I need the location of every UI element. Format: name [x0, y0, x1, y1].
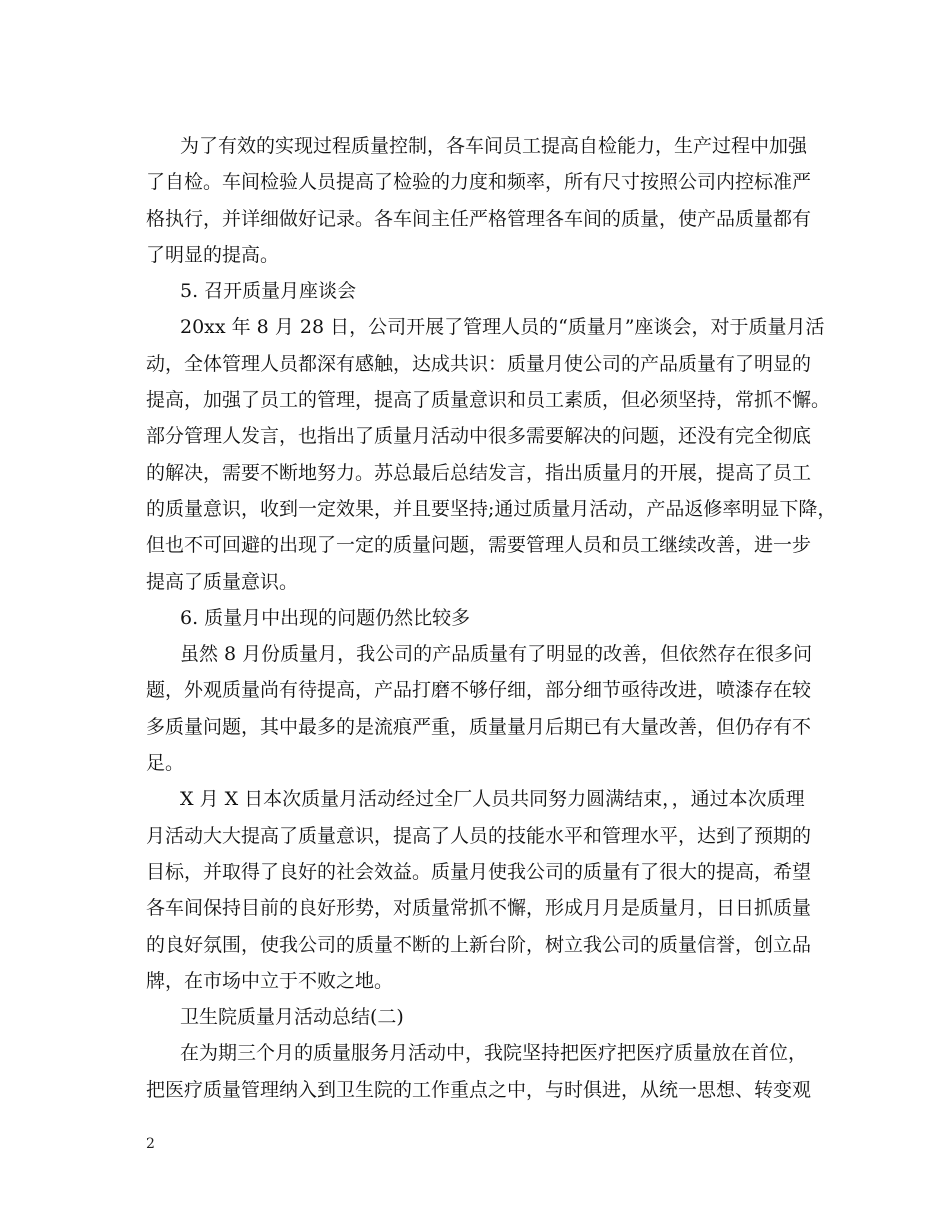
text-line: 把医疗质量管理纳入到卫生院的工作重点之中，与时俱进，从统一思想、转变观: [146, 1078, 812, 1101]
heading-line: 卫生院质量月活动总结(二): [180, 1006, 404, 1029]
text-line: 各车间保持目前的良好形势，对质量常抓不懈，形成月月是质量月，日日抓质量: [146, 897, 812, 920]
text-line: 目标，并取得了良好的社会效益。质量月使我公司的质量有了很大的提高，希望: [146, 860, 812, 883]
text-line: 但也不可回避的出现了一定的质量问题，需要管理人员和员工继续改善，进一步: [146, 534, 812, 557]
text-line: 20xx 年 8 月 28 日，公司开展了管理人员的“质量月”座谈会，对于质量月活: [180, 316, 825, 339]
text-line: 提高，加强了员工的管理，提高了质量意识和员工素质，但必须坚持，常抓不懈。: [146, 389, 831, 412]
text-line: 的质量意识，收到一定效果，并且要坚持;通过质量月活动，产品返修率明显下降，: [146, 497, 837, 520]
text-line: 了明显的提高。: [146, 243, 280, 266]
text-line: X 月 X 日本次质量月活动经过全厂人员共同努力圆满结束，，通过本次质理: [180, 788, 805, 811]
section-title-part-2: [146, 999, 816, 1035]
page-number: 2: [146, 1136, 155, 1152]
text-line: 虽然 8 月份质量月，我公司的产品质量有了明显的改善，但依然存在很多问: [180, 643, 813, 666]
text-line: 部分管理人发言，也指出了质量月活动中很多需要解决的问题，还没有完全彻底: [146, 425, 812, 448]
paragraph-hospital-intro: [146, 1035, 816, 1108]
text-line: 在为期三个月的质量服务月活动中，我院坚持把医疗把医疗质量放在首位，: [180, 1042, 808, 1065]
paragraph-problems: [146, 636, 816, 781]
text-line: 为了有效的实现过程质量控制，各车间员工提高自检能力，生产过程中加强: [180, 135, 808, 157]
text-line: 的解决，需要不断地努力。苏总最后总结发言，指出质量月的开展，提高了员工: [146, 461, 812, 484]
text-line: 了自检。车间检验人员提高了检验的力度和频率，所有尺寸按照公司内控标准严: [146, 171, 812, 194]
text-line: 月活动大大提高了质量意识，提高了人员的技能水平和管理水平，达到了预期的: [146, 824, 812, 847]
text-line: 题，外观质量尚有待提高，产品打磨不够仔细，部分细节亟待改进，喷漆存在较: [146, 679, 812, 702]
paragraph-conclusion: [146, 781, 816, 999]
text-line: 多质量问题，其中最多的是流痕严重，质量量月后期已有大量改善，但仍存有不: [146, 715, 812, 738]
section-heading-6: [146, 600, 816, 636]
text-line: 的良好氛围，使我公司的质量不断的上新台阶，树立我公司的质量信誉，创立品: [146, 933, 812, 956]
text-line: 提高了质量意识。: [146, 570, 299, 593]
text-line: 牌，在市场中立于不败之地。: [146, 969, 394, 992]
text-line: 足。: [146, 752, 185, 775]
text-line: 动，全体管理人员都深有感触，达成共识：质量月使公司的产品质量有了明显的: [146, 352, 812, 375]
section-heading-5: [146, 273, 816, 309]
document-body: [146, 128, 837, 1108]
heading-line: 6. 质量月中出现的问题仍然比较多: [180, 606, 471, 629]
heading-line: 5. 召开质量月座谈会: [180, 280, 357, 303]
paragraph-self-inspection: [146, 128, 816, 273]
text-line: 格执行，并详细做好记录。各车间主任严格管理各车间的质量，使产品质量都有: [146, 207, 812, 230]
paragraph-symposium: [146, 309, 837, 599]
